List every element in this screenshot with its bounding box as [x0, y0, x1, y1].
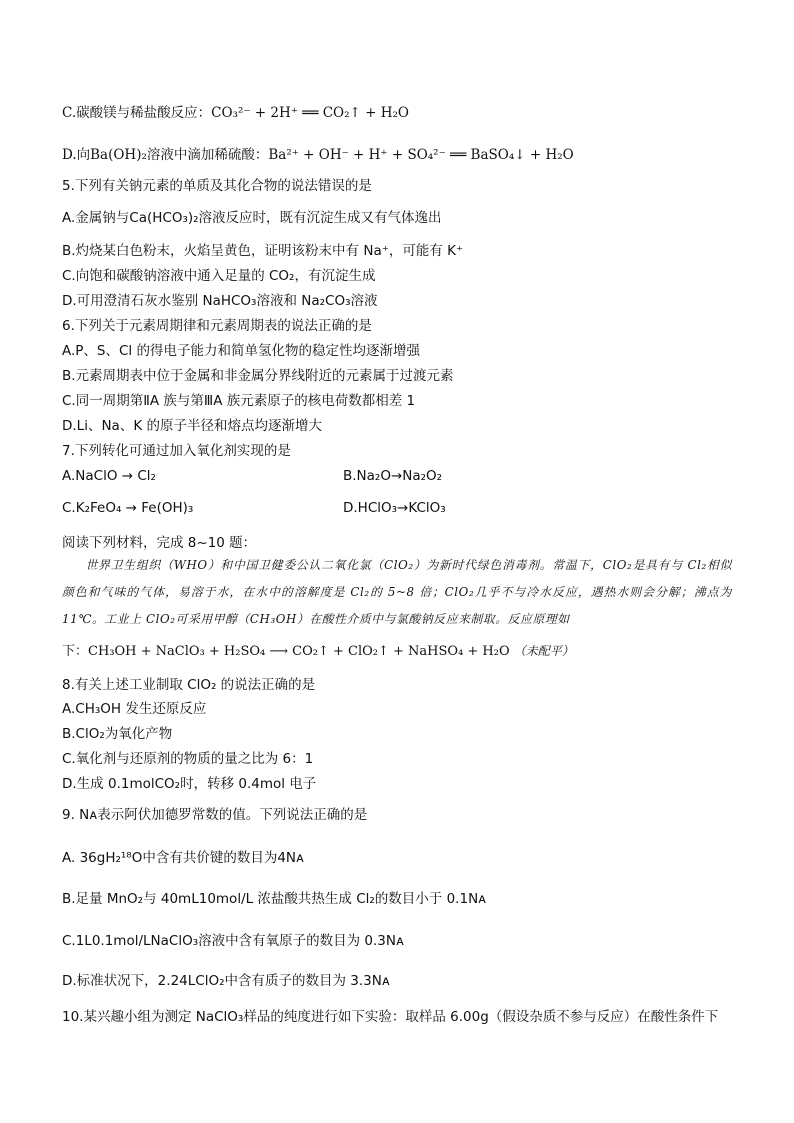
question-10: 10.某兴趣小组为测定 NaClO₃样品的纯度进行如下实验：取样品 6.00g（假设杂质不参与反应）在酸性条件下	[62, 1009, 719, 1025]
question-5: 5.下列有关钠元素的单质及其化合物的说法错误的是	[62, 178, 372, 194]
option-7c: C.K₂FeO₄ → Fe(OH)₃	[62, 500, 194, 516]
option-7b: B.Na₂O→Na₂O₂	[343, 468, 443, 484]
option-6a: A.P、S、Cl 的得电子能力和简单氢化物的稳定性均逐渐增强	[62, 343, 420, 359]
option-6b: B.元素周期表中位于金属和非金属分界线附近的元素属于过渡元素	[62, 368, 454, 384]
option-5d: D.可用澄清石灰水鉴别 NaHCO₃溶液和 Na₂CO₃溶液	[62, 293, 378, 309]
question-7: 7.下列转化可通过加入氧化剂实现的是	[62, 443, 291, 459]
question-8: 8.有关上述工业制取 ClO₂ 的说法正确的是	[62, 677, 316, 693]
question-6: 6.下列关于元素周期律和元素周期表的说法正确的是	[62, 318, 372, 334]
option-6c: C.同一周期第ⅡA 族与第ⅢA 族元素原子的核电荷数都相差 1	[62, 393, 416, 409]
option-7a: A.NaClO → Cl₂	[62, 468, 156, 484]
option-9c: C.1L0.1mol/LNaClO₃溶液中含有氧原子的数目为 0.3Nᴀ	[62, 933, 404, 949]
reaction-equation	[62, 640, 574, 659]
unbalanced-note: （未配平）	[513, 644, 574, 658]
option-8c: C.氧化剂与还原剂的物质的量之比为 6：1	[62, 751, 314, 767]
question-9: 9. Nᴀ表示阿伏加德罗常数的值。下列说法正确的是	[62, 807, 368, 823]
option-5b: B.灼烧某白色粉末，火焰呈黄色，证明该粉末中有 Na⁺，可能有 K⁺	[62, 243, 464, 259]
reading-material: 世界卫生组织（WHO）和中国卫健委公认二氧化氯（ClO₂）为新时代绿色消毒剂。常温下，ClO₂是具有与 Cl₂相似颜色和气味的气体，易溶于水，在水中的溶解度是 Cl₂的 5~8 倍；ClO₂几乎不与冷水反应，遇热水则会分解；沸点为 11℃。工业上 ClO₂可采用甲醇（CH₃OH）在酸性介质中与氯酸钠反应来制取。反应原理如	[62, 558, 732, 626]
option-8b: B.ClO₂为氧化产物	[62, 726, 173, 742]
reaction-equation-text: 下：CH₃OH + NaClO₃ + H₂SO₄ ⟶ CO₂↑ + ClO₂↑ + NaHSO₄ + H₂O	[62, 644, 510, 659]
option-4c: C.碳酸镁与稀盐酸反应：CO₃²⁻ + 2H⁺ ══ CO₂↑ + H₂O	[62, 105, 409, 121]
option-5a: A.金属钠与Ca(HCO₃)₂溶液反应时，既有沉淀生成又有气体逸出	[62, 210, 442, 226]
option-8a: A.CH₃OH 发生还原反应	[62, 701, 207, 717]
option-4d: D.向Ba(OH)₂溶液中滴加稀硫酸：Ba²⁺ + OH⁻ + H⁺ + SO₄²⁻ ══ BaSO₄↓ + H₂O	[62, 147, 574, 163]
option-9b: B.足量 MnO₂与 40mL10mol/L 浓盐酸共热生成 Cl₂的数目小于 0.1Nᴀ	[62, 891, 487, 907]
option-5c: C.向饱和碳酸钠溶液中通入足量的 CO₂，有沉淀生成	[62, 268, 376, 284]
reading-instruction: 阅读下列材料，完成 8~10 题：	[62, 535, 257, 551]
option-9a: A. 36gH₂¹⁸O中含有共价键的数目为4Nᴀ	[62, 850, 305, 866]
option-6d: D.Li、Na、K 的原子半径和熔点均逐渐增大	[62, 418, 322, 434]
option-8d: D.生成 0.1molCO₂时，转移 0.4mol 电子	[62, 776, 317, 792]
option-7d: D.HClO₃→KClO₃	[343, 500, 446, 516]
option-9d: D.标准状况下，2.24LClO₂中含有质子的数目为 3.3Nᴀ	[62, 973, 390, 989]
